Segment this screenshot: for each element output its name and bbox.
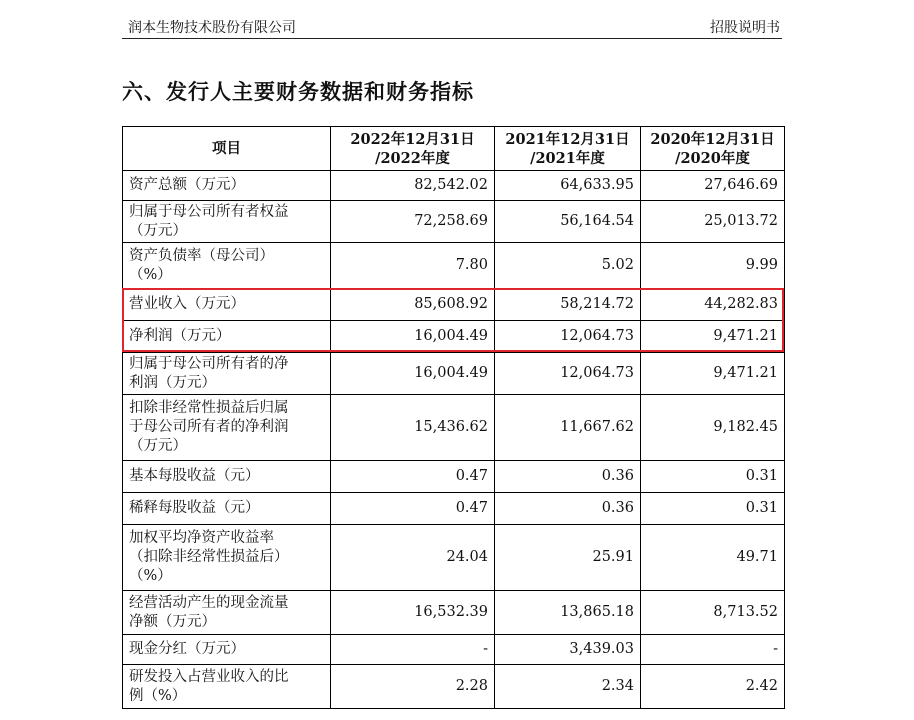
table-row: [123, 395, 785, 461]
cell-value: 9,182.45: [641, 395, 785, 461]
company-name: 润本生物技术股份有限公司: [128, 20, 296, 36]
cell-value: 44,282.83: [641, 289, 785, 321]
cell-value: 2.34: [495, 665, 641, 709]
cell-value: 24.04: [331, 525, 495, 591]
cell-value: 15,436.62: [331, 395, 495, 461]
cell-value: 16,532.39: [331, 591, 495, 635]
cell-value: 8,713.52: [641, 591, 785, 635]
table-row: [123, 665, 785, 709]
table-row: [123, 493, 785, 525]
section-title: 六、发行人主要财务数据和财务指标: [122, 80, 474, 104]
cell-value: 56,164.54: [495, 201, 641, 243]
row-label: 研发投入占营业收入的比 例（%）: [123, 665, 331, 709]
row-label: 经营活动产生的现金流量 净额（万元）: [123, 591, 331, 635]
cell-value: 0.31: [641, 493, 785, 525]
cell-value: 85,608.92: [331, 289, 495, 321]
cell-value: 0.36: [495, 461, 641, 493]
row-label: 扣除非经常性损益后归属 于母公司所有者的净利润 （万元）: [123, 395, 331, 461]
cell-value: -: [641, 635, 785, 665]
cell-value: 2.42: [641, 665, 785, 709]
row-label: 营业收入（万元）: [123, 289, 331, 321]
cell-value: 58,214.72: [495, 289, 641, 321]
row-label: 现金分红（万元）: [123, 635, 331, 665]
row-label: 资产总额（万元）: [123, 171, 331, 201]
row-label: 稀释每股收益（元）: [123, 493, 331, 525]
cell-value: 72,258.69: [331, 201, 495, 243]
cell-value: 2.28: [331, 665, 495, 709]
column-header-2021: 2021年12月31日 /2021年度: [495, 127, 641, 171]
table-row: [123, 243, 785, 289]
cell-value: 12,064.73: [495, 321, 641, 353]
financial-data-table: [122, 126, 785, 709]
row-label: 归属于母公司所有者权益 （万元）: [123, 201, 331, 243]
table-row-highlighted: [123, 289, 785, 321]
cell-value: 64,633.95: [495, 171, 641, 201]
table-header-row: [123, 127, 785, 171]
column-header-2022: 2022年12月31日 /2022年度: [331, 127, 495, 171]
cell-value: 5.02: [495, 243, 641, 289]
table-row: [123, 525, 785, 591]
table-row: [123, 591, 785, 635]
cell-value: 9,471.21: [641, 321, 785, 353]
table-row-highlighted: [123, 321, 785, 353]
cell-value: 25.91: [495, 525, 641, 591]
cell-value: 0.36: [495, 493, 641, 525]
cell-value: 16,004.49: [331, 321, 495, 353]
cell-value: 3,439.03: [495, 635, 641, 665]
cell-value: 16,004.49: [331, 353, 495, 395]
cell-value: 12,064.73: [495, 353, 641, 395]
row-label: 归属于母公司所有者的净 利润（万元）: [123, 353, 331, 395]
cell-value: 9,471.21: [641, 353, 785, 395]
cell-value: 0.31: [641, 461, 785, 493]
table-row: [123, 201, 785, 243]
cell-value: 11,667.62: [495, 395, 641, 461]
cell-value: 9.99: [641, 243, 785, 289]
table-row: [123, 353, 785, 395]
cell-value: 7.80: [331, 243, 495, 289]
row-label: 基本每股收益（元）: [123, 461, 331, 493]
table-row: [123, 461, 785, 493]
column-header-item: 项目: [123, 127, 331, 171]
cell-value: 27,646.69: [641, 171, 785, 201]
cell-value: 0.47: [331, 493, 495, 525]
cell-value: 82,542.02: [331, 171, 495, 201]
document-type: 招股说明书: [710, 20, 780, 36]
cell-value: 49.71: [641, 525, 785, 591]
row-label: 加权平均净资产收益率 （扣除非经常性损益后） （%）: [123, 525, 331, 591]
page-header: [122, 12, 782, 39]
row-label: 资产负债率（母公司） （%）: [123, 243, 331, 289]
cell-value: 25,013.72: [641, 201, 785, 243]
table-row: [123, 171, 785, 201]
table-row: [123, 635, 785, 665]
column-header-2020: 2020年12月31日 /2020年度: [641, 127, 785, 171]
cell-value: 0.47: [331, 461, 495, 493]
cell-value: 13,865.18: [495, 591, 641, 635]
cell-value: -: [331, 635, 495, 665]
row-label: 净利润（万元）: [123, 321, 331, 353]
